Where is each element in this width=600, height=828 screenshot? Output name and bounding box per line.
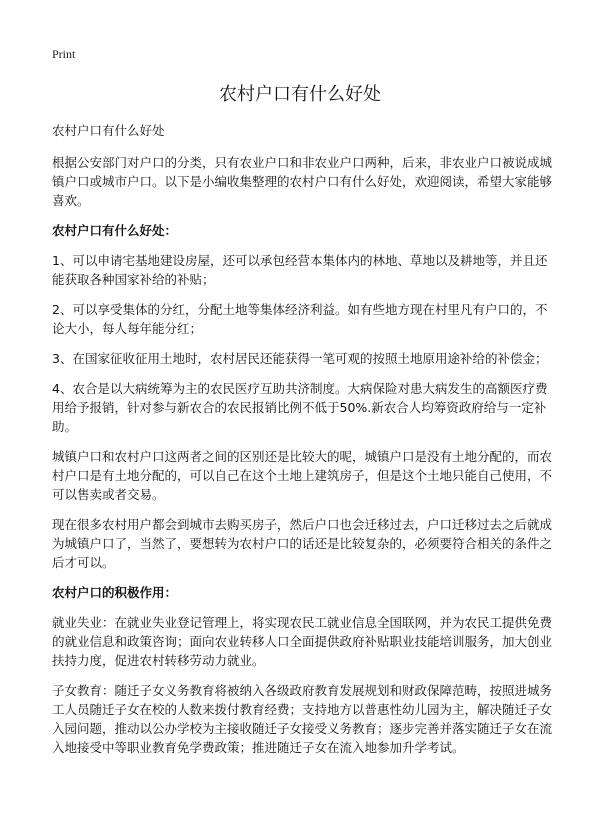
document-title: 农村户口有什么好处 bbox=[219, 84, 381, 105]
document-body bbox=[52, 121, 552, 768]
body-paragraph-education: 子女教育：随迁子女义务教育将被纳入各级政府教育发展规划和财政保障范畴，按照进城务工人员随迁子女在校的人数来拨付教育经费；支持地方以普惠性幼儿园为主，解决随迁子女入园问题，推动以公办学校为主接收随迁子女接受义务教育；逐步完善并落实随迁子女在流入地接受中等职业教育免学费政策；推进随迁子女在流入地参加升学考试。 bbox=[52, 683, 553, 755]
body-paragraph-difference: 城镇户口和农村户口这两者之间的区别还是比较大的呢，城镇户口是没有土地分配的，而农村户口是有土地分配的，可以自己在这个土地上建筑房子，但是这个土地只能自己使用，不可以售卖或者交易。 bbox=[52, 449, 553, 502]
body-paragraph-migration: 现在很多农村用户都会到城市去购买房子，然后户口也会迁移过去，户口迁移过去之后就成为城镇户口了，当然了，要想转为农村户口的话还是比较复杂的，必须要符合相关的条件之后才可以。 bbox=[52, 517, 553, 570]
benefit-item-1: 1、可以申请宅基地建设房屋，还可以承包经营本集体内的林地、草地以及耕地等，并且还能获取各种国家补给的补贴； bbox=[52, 253, 548, 287]
intro-paragraph: 根据公安部门对户口的分类，只有农业户口和非农业户口两种，后来，非农业户口被说成城镇户口或城市户口。以下是小编收集整理的农村户口有什么好处，欢迎阅读，希望大家能够喜欢。 bbox=[52, 155, 553, 208]
benefit-item-3: 3、在国家征收征用土地时，农村居民还能获得一笔可观的按照土地原用途补给的补偿金； bbox=[52, 351, 548, 366]
benefit-item-2: 2、可以享受集体的分红，分配土地等集体经济利益。如有些地方现在村里凡有户口的，不论大小，每人每年能分红； bbox=[52, 302, 548, 336]
body-paragraph-employment: 就业失业：在就业失业登记管理上，将实现农民工就业信息全国联网，并为农民工提供免费的就业信息和政策咨询；面向农业转移人口全面提供政府补贴职业技能培训服务，加大创业扶持力度，促进农村转移劳动力就业。 bbox=[52, 615, 553, 668]
document-subtitle: 农村户口有什么好处 bbox=[52, 123, 165, 138]
section-heading-benefits: 农村户口有什么好处： bbox=[52, 223, 178, 238]
print-label: Print bbox=[52, 47, 76, 61]
section-heading-positive-effects: 农村户口的积极作用： bbox=[52, 585, 178, 600]
benefit-item-4: 4、农合是以大病统筹为主的农民医疗互助共济制度。大病保险对患大病发生的高额医疗费用给予报销，针对参与新农合的农民报销比例不低于50%.新农合人均筹资政府给与一定补助。 bbox=[52, 381, 548, 434]
